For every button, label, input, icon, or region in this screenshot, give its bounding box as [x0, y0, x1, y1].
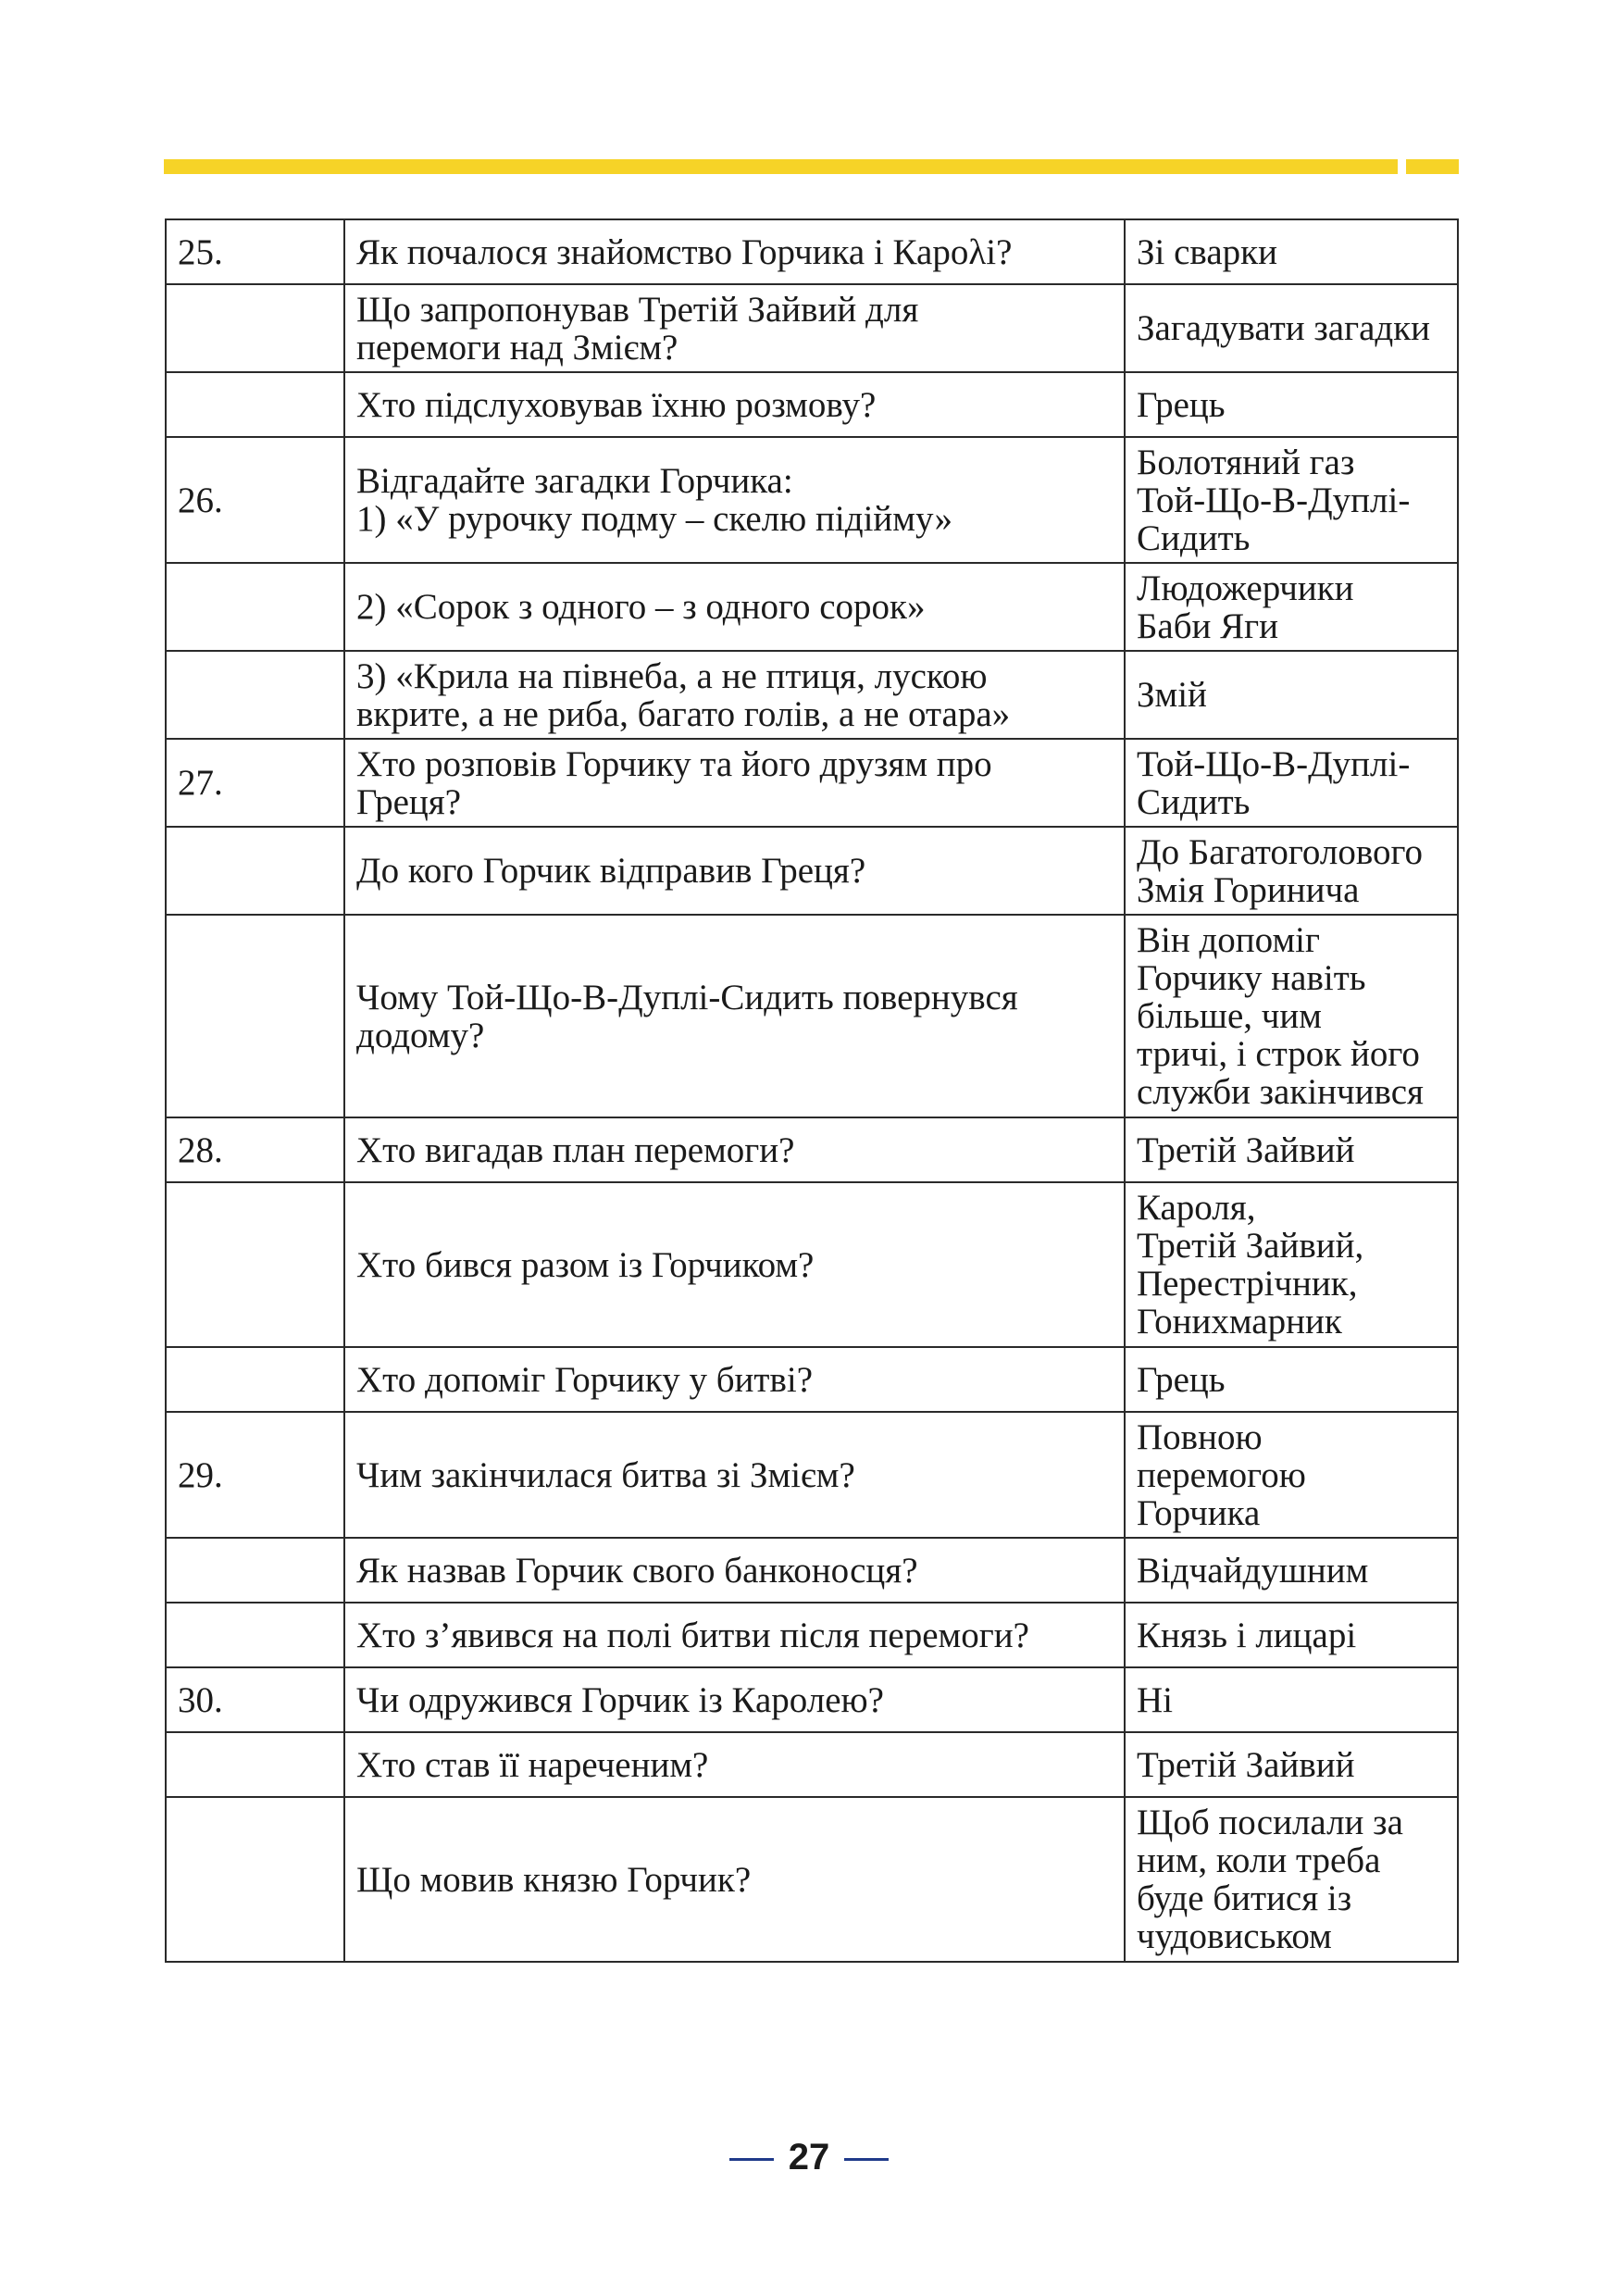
answer-text-line: Відчайдушним: [1137, 1550, 1369, 1591]
question-cell: [344, 1412, 1125, 1538]
answer-cell: [1125, 284, 1458, 372]
question-cell: [344, 1732, 1125, 1797]
table-row: [166, 284, 1458, 372]
question-text-line: Греця?: [356, 781, 462, 822]
question-text-line: Хто допоміг Горчику у битві?: [356, 1359, 814, 1400]
answer-cell: [1125, 1667, 1458, 1732]
header-accent-bar: [164, 159, 1398, 174]
answer-text-line: Князь і лицарі: [1137, 1615, 1357, 1655]
question-cell: [344, 1182, 1125, 1347]
answer-cell: [1125, 437, 1458, 563]
question-cell: [344, 915, 1125, 1117]
answer-text-line: Третій Зайвий: [1137, 1129, 1355, 1170]
answer-cell: [1125, 827, 1458, 915]
answer-text-line: Сидить: [1137, 518, 1251, 558]
answer-text-line: Горчика: [1137, 1492, 1261, 1533]
answer-text-line: Щоб посилали за: [1137, 1803, 1403, 1842]
answer-text-line: Сидить: [1137, 781, 1251, 822]
question-cell: [344, 372, 1125, 437]
question-number-cell: [166, 1797, 344, 1962]
question-cell: [344, 1117, 1125, 1182]
answer-text-line: Зі сварки: [1137, 231, 1277, 272]
question-cell: [344, 563, 1125, 651]
answer-text-line: До Багатоголового: [1137, 831, 1424, 872]
table-row: [166, 437, 1458, 563]
answer-text-line: Він допоміг: [1137, 920, 1320, 960]
answer-text-line: Змій: [1137, 675, 1207, 715]
question-cell: [344, 739, 1125, 827]
answer-text-line: чудовиськом: [1137, 1916, 1332, 1956]
answer-text-line: Третій Зайвий: [1137, 1744, 1355, 1785]
answer-text-line: Той-Що-В-Дуплі-: [1137, 480, 1411, 520]
question-text-line: 1) «У рурочку подму – скелю підійму»: [356, 499, 952, 539]
answer-text-line: Кароля,: [1137, 1188, 1256, 1228]
answer-cell: [1125, 219, 1458, 284]
answer-text-line: Гонихмарник: [1137, 1302, 1342, 1341]
question-text-line: Хто вигадав план перемоги?: [356, 1129, 795, 1170]
question-number-cell: [166, 563, 344, 651]
answer-cell: [1125, 915, 1458, 1117]
page-number-left-dash: [729, 2158, 774, 2161]
question-text-line: Що мовив князю Горчик?: [356, 1859, 752, 1900]
question-number-cell: [166, 1732, 344, 1797]
question-number-cell: 29.: [166, 1412, 344, 1538]
answer-cell: [1125, 372, 1458, 437]
question-text-line: додому?: [356, 1015, 485, 1055]
question-text-line: 3) «Крила на півнеба, а не птиця, лускою: [356, 655, 988, 696]
table-row: [166, 739, 1458, 827]
question-cell: [344, 284, 1125, 372]
table-row: [166, 915, 1458, 1117]
question-text-line: Що запропонував Третій Зайвий для: [356, 289, 919, 330]
table-row: [166, 651, 1458, 739]
question-number-cell: [166, 915, 344, 1117]
answer-text-line: Людожерчики: [1137, 568, 1354, 608]
question-text-line: Хто бився разом із Горчиком?: [356, 1244, 815, 1285]
answer-cell: [1125, 563, 1458, 651]
answer-text-line: Третій Зайвий,: [1137, 1226, 1364, 1266]
answer-text-line: більше, чим: [1137, 996, 1322, 1036]
answer-text-line: Перестрічник,: [1137, 1264, 1358, 1304]
question-cell: [344, 437, 1125, 563]
answer-cell: [1125, 1538, 1458, 1603]
answer-text-line: Грець: [1137, 384, 1226, 425]
answer-cell: [1125, 651, 1458, 739]
table-row: [166, 1182, 1458, 1347]
page-number-right-dash: [844, 2158, 889, 2161]
answer-text-line: Болотяний газ: [1137, 442, 1355, 482]
table-row: [166, 1732, 1458, 1797]
answer-text-line: Баби Яги: [1137, 605, 1279, 646]
table-row: [166, 827, 1458, 915]
page-footer: [0, 2137, 1618, 2178]
answer-cell: [1125, 1797, 1458, 1962]
question-text-line: Як назвав Горчик свого банконосця?: [356, 1550, 918, 1591]
answer-text-line: Повною: [1137, 1416, 1263, 1457]
answer-cell: [1125, 1732, 1458, 1797]
table-row: [166, 1667, 1458, 1732]
question-number-cell: [166, 1347, 344, 1412]
table-row: [166, 1347, 1458, 1412]
answer-text-line: служби закінчився: [1137, 1072, 1424, 1112]
answer-text-line: перемогою: [1137, 1454, 1306, 1495]
answer-cell: [1125, 1117, 1458, 1182]
question-text-line: Хто підслуховував їхню розмову?: [356, 384, 877, 425]
question-number-cell: 25.: [166, 219, 344, 284]
answer-text-line: Ні: [1137, 1679, 1173, 1720]
table-row: [166, 1538, 1458, 1603]
answer-cell: [1125, 1182, 1458, 1347]
question-text-line: Чи одружився Горчик із Каролею?: [356, 1679, 884, 1720]
question-number-cell: [166, 827, 344, 915]
table-row: [166, 1603, 1458, 1667]
answer-text-line: Грець: [1137, 1359, 1226, 1400]
table-row: [166, 372, 1458, 437]
answer-text-line: ним, коли треба: [1137, 1841, 1381, 1880]
question-text-line: вкрите, а не риба, багато голів, а не отара»: [356, 693, 1011, 734]
question-text-line: Як почалося знайомство Горчика і Карολі?: [356, 231, 1013, 272]
question-text-line: Хто з’явився на полі битви після перемоги?: [356, 1615, 1029, 1655]
quiz-table-body: [166, 219, 1458, 1962]
answer-cell: [1125, 739, 1458, 827]
question-cell: [344, 1667, 1125, 1732]
question-text-line: Хто розповів Горчику та його друзям про: [356, 743, 992, 784]
answer-text-line: Горчику навіть: [1137, 958, 1366, 998]
question-cell: [344, 827, 1125, 915]
answer-cell: [1125, 1603, 1458, 1667]
question-text-line: Хто став її нареченим?: [356, 1744, 709, 1785]
answer-text-line: Загадувати загадки: [1137, 308, 1431, 348]
question-cell: [344, 651, 1125, 739]
page-number: 27: [788, 2137, 830, 2177]
question-cell: [344, 219, 1125, 284]
table-row: [166, 1412, 1458, 1538]
question-cell: [344, 1797, 1125, 1962]
question-number-cell: 28.: [166, 1117, 344, 1182]
question-text-line: Чому Той-Що-В-Дуплі-Сидить повернувся: [356, 977, 1018, 1017]
question-number-cell: [166, 372, 344, 437]
answer-text-line: буде битися із: [1137, 1878, 1352, 1918]
answer-cell: [1125, 1347, 1458, 1412]
question-number-cell: 26.: [166, 437, 344, 563]
question-text-line: 2) «Сорок з одного – з одного сорок»: [356, 587, 926, 627]
question-number-cell: [166, 651, 344, 739]
table-row: [166, 1117, 1458, 1182]
quiz-table: [165, 218, 1459, 1963]
table-row: [166, 563, 1458, 651]
answer-text-line: тричі, і строк його: [1137, 1034, 1420, 1074]
question-number-cell: 27.: [166, 739, 344, 827]
question-number-cell: [166, 1538, 344, 1603]
question-cell: [344, 1603, 1125, 1667]
table-row: [166, 219, 1458, 284]
question-text-line: До кого Горчик відправив Греця?: [356, 851, 866, 891]
answer-cell: [1125, 1412, 1458, 1538]
question-number-cell: [166, 1182, 344, 1347]
table-row: [166, 1797, 1458, 1962]
question-text-line: Відгадайте загадки Горчика:: [356, 461, 793, 501]
question-cell: [344, 1538, 1125, 1603]
question-cell: [344, 1347, 1125, 1412]
question-text-line: перемоги над Змієм?: [356, 327, 678, 368]
question-text-line: Чим закінчилася битва зі Змієм?: [356, 1454, 855, 1495]
question-number-cell: [166, 1603, 344, 1667]
answer-text-line: Той-Що-В-Дуплі-: [1137, 743, 1411, 784]
question-number-cell: [166, 284, 344, 372]
question-number-cell: 30.: [166, 1667, 344, 1732]
header-accent-bar-end: [1406, 159, 1459, 174]
answer-text-line: Змія Горинича: [1137, 869, 1360, 910]
